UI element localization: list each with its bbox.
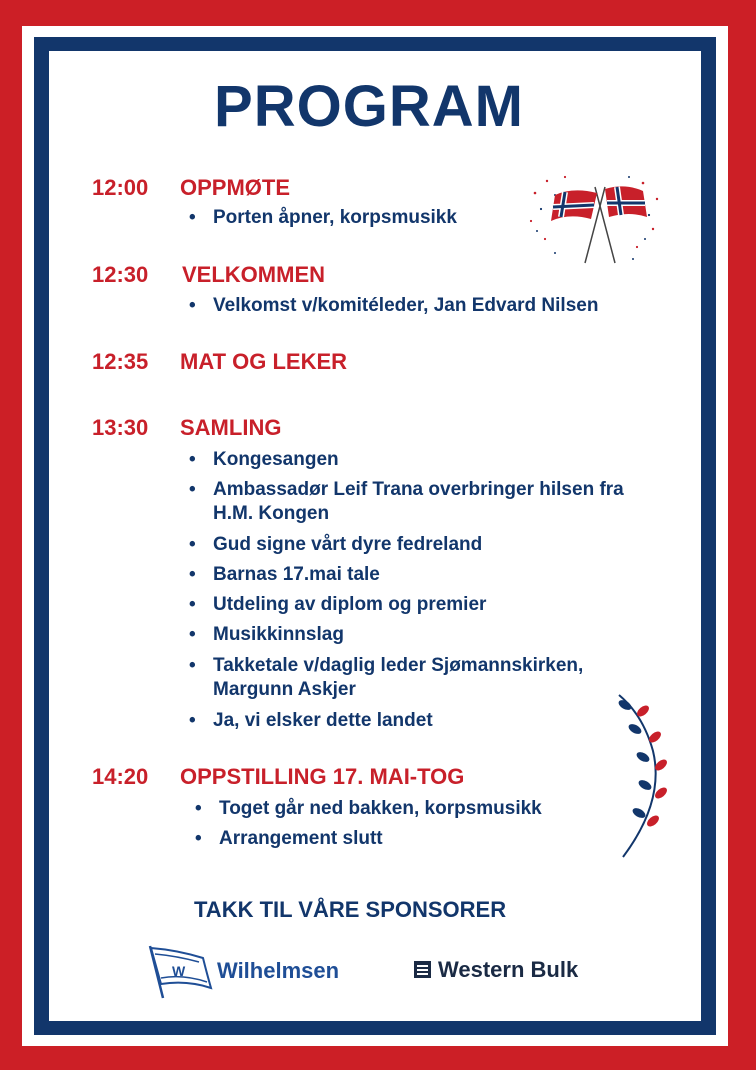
time-1420: 14:20 [92, 764, 149, 789]
list-item: • Ambassadør Leif Trana overbringer hilsen fra H.M. Kongen [213, 478, 643, 526]
sponsors-title: TAKK TIL VÅRE SPONSORER [194, 897, 507, 922]
list-item: • Kongesangen [213, 448, 663, 472]
list-item: • Arrangement slutt [219, 827, 669, 851]
wilhelmsen-name: Wilhelmsen [217, 958, 340, 983]
list-item: • Utdeling av diplom og premier [213, 593, 663, 617]
list-item: • Musikkinnslag [213, 623, 663, 647]
heading-oppmote: OPPMØTE [180, 175, 291, 200]
list-item: • Gud signe vårt dyre fedreland [213, 533, 663, 557]
time-1330: 13:30 [92, 415, 149, 440]
heading-oppstilling: OPPSTILLING 17. MAI-TOG [180, 764, 465, 789]
heading-velkommen: VELKOMMEN [182, 262, 325, 287]
time-1200: 12:00 [92, 175, 149, 200]
list-item: • Velkomst v/komitéleder, Jan Edvard Nilsen [213, 294, 663, 318]
western-bulk-name: Western Bulk [438, 957, 579, 982]
page-title: PROGRAM [214, 74, 524, 139]
list-item: • Ja, vi elsker dette landet [213, 709, 663, 733]
program-page [49, 51, 701, 1021]
time-1235: 12:35 [92, 349, 149, 374]
heading-mat-og-leker: MAT OG LEKER [180, 349, 348, 374]
wilhelmsen-mark: W [172, 963, 186, 979]
list-item: • Porten åpner, korpsmusikk [213, 206, 663, 230]
wilhelmsen-flag-icon [147, 944, 213, 1000]
list-item: • Barnas 17.mai tale [213, 563, 663, 587]
western-bulk-mark-icon [414, 961, 431, 978]
heading-samling: SAMLING [180, 415, 282, 440]
list-item: • Takketale v/daglig leder Sjømannskirken, Margunn Askjer [213, 654, 653, 702]
western-bulk-logo [414, 956, 624, 986]
wilhelmsen-logo [147, 944, 347, 1000]
list-item: • Toget går ned bakken, korpsmusikk [219, 797, 669, 821]
time-1230: 12:30 [92, 262, 149, 287]
